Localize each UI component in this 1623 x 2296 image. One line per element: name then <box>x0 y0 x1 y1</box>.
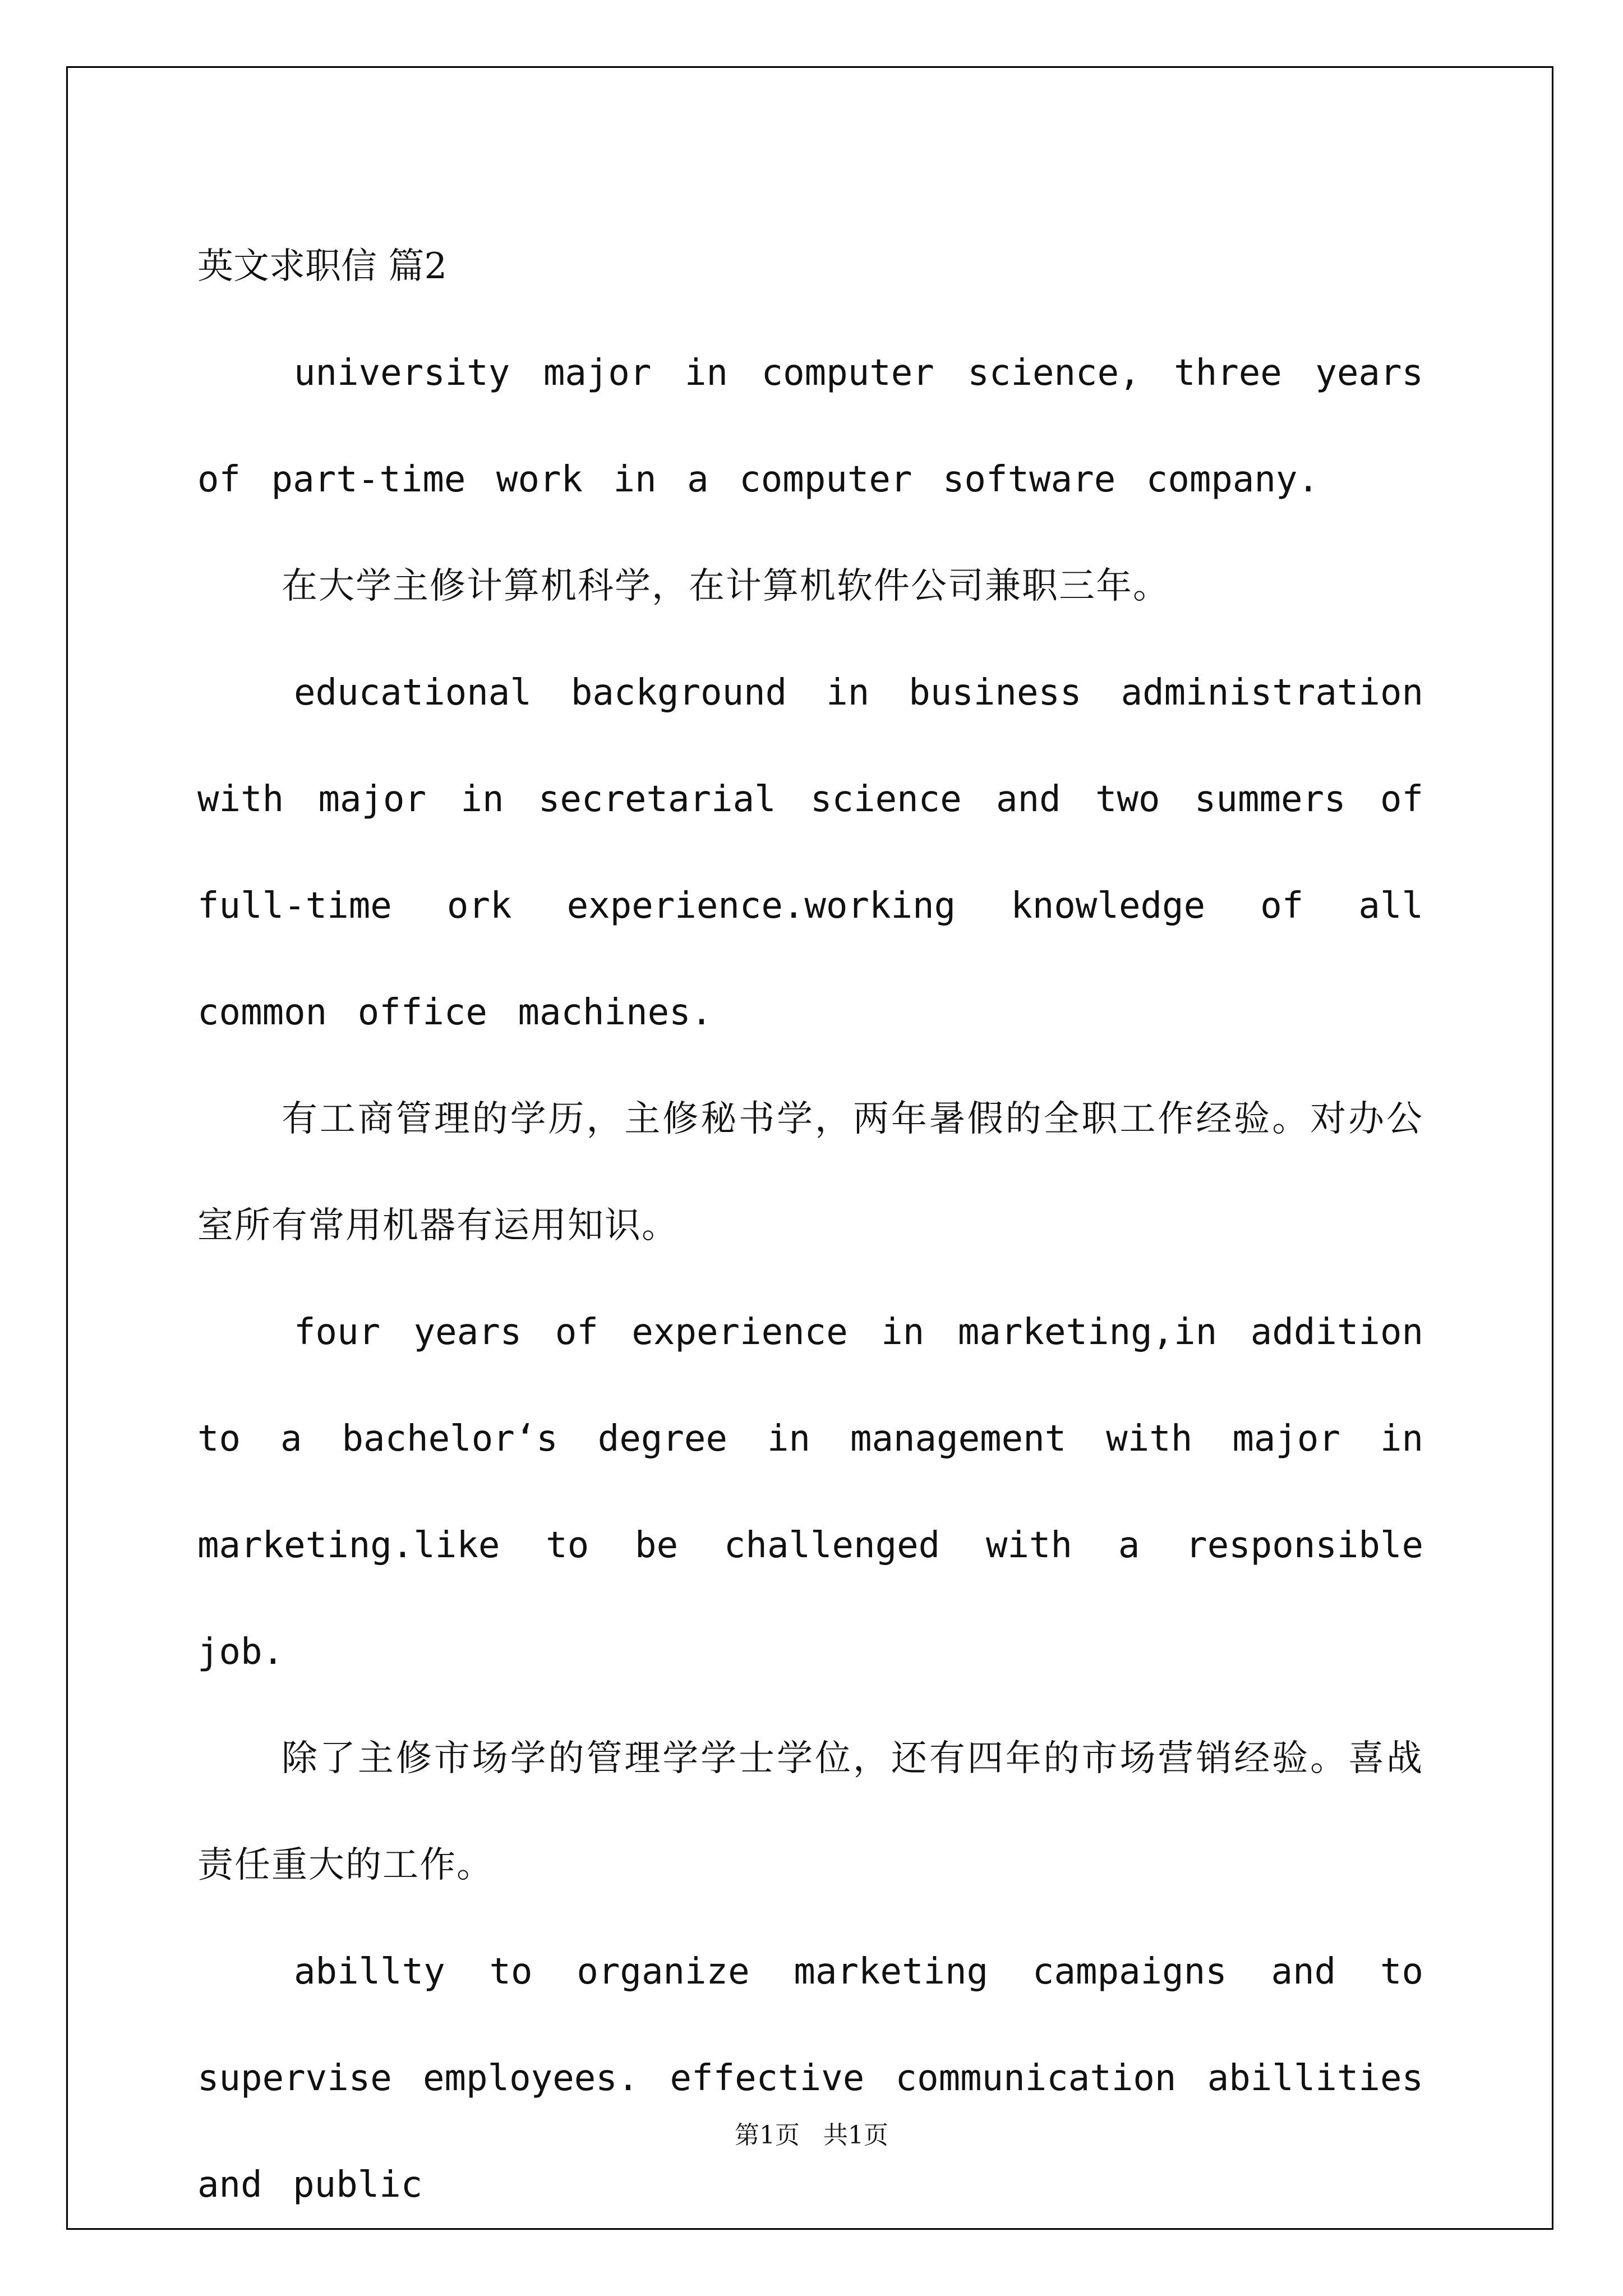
document-body <box>197 213 1423 2238</box>
paragraph-en-1: university major in computer science, three years of part-time work in a computer software company. <box>197 352 1423 500</box>
page-footer: 第1页 共1页 <box>735 2121 888 2150</box>
paragraph-en-3: four years of experience in marketing,in addition to a bachelor‘s degree in management with major in marketing.like to be challenged with a responsible job. <box>197 1312 1423 1673</box>
document-title: 英文求职信 篇2 <box>197 246 448 287</box>
paragraph-en-2: educational background in business administration with major in secretarial science and two summers of full-time ork experience.working knowledge of all common office machines. <box>197 672 1423 1033</box>
paragraph-cn-3: 除了主修市场学的管理学学士学位，还有四年的市场营销经验。喜战责任重大的工作。 <box>197 1738 1423 1886</box>
paragraph-cn-1: 在大学主修计算机科学，在计算机软件公司兼职三年。 <box>282 565 1170 607</box>
paragraph-cn-2: 有工商管理的学历，主修秘书学，两年暑假的全职工作经验。对办公室所有常用机器有运用知识。 <box>197 1098 1423 1246</box>
paragraph-en-4: abillty to organize marketing campaigns and to supervise employees. effective communication abillities and public <box>197 1951 1423 2206</box>
